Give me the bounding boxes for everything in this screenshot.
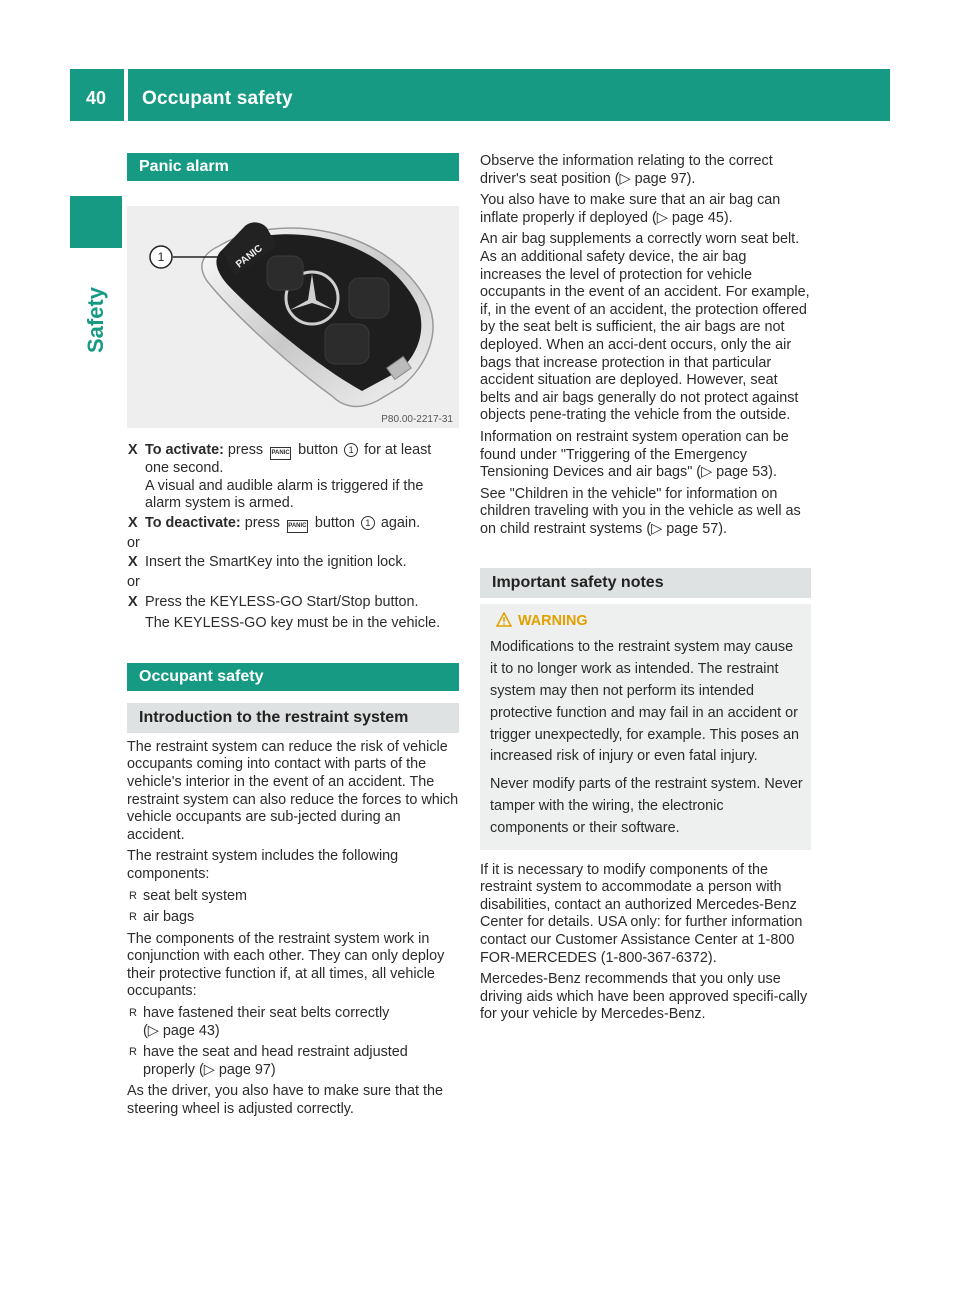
smartkey-illustration	[127, 206, 459, 428]
figure-panic-label: PANIC	[234, 242, 265, 271]
notes-body	[480, 862, 811, 1024]
step-arrow-icon: X	[128, 514, 138, 531]
step-activate-label: To activate:	[145, 442, 224, 458]
step-arrow-icon: X	[128, 442, 138, 458]
panic-button-icon: PANIC	[270, 447, 291, 460]
step-deactivate	[127, 515, 459, 533]
step-text: press	[240, 514, 284, 531]
warning-box	[480, 604, 811, 849]
intro-paragraph: As the driver, you also have to make sure that the steering wheel is adjusted correctly.	[127, 1083, 443, 1118]
intro-heading: Introduction to the restraint system	[127, 703, 459, 733]
bullet-icon: R	[129, 1046, 137, 1059]
intro-body	[127, 739, 459, 1119]
bullet-icon: R	[129, 1007, 137, 1020]
figure-callout: 1	[157, 250, 165, 264]
page-number: 40	[86, 88, 107, 108]
warning-label: WARNING	[518, 613, 588, 630]
intro-paragraph: The components of the restraint system work in conjunction with each other. They can only deploy their protective function if, at all times, all vehicle occupants:	[127, 930, 445, 1000]
step-arrow-icon: X	[128, 593, 138, 610]
page-reference: (▷ page 43)	[143, 1022, 220, 1039]
list-item-text: seat belt system	[143, 887, 247, 904]
warning-triangle-icon	[496, 612, 512, 627]
list-item	[127, 888, 459, 906]
body-paragraph: You also have to make sure that an air bag can inflate properly if deployed (▷ page 45).	[480, 192, 781, 226]
list-item-text: air bags	[143, 909, 195, 926]
step-activate	[127, 442, 459, 513]
step-activate-note: A visual and audible alarm is triggered if the alarm system is armed.	[145, 477, 424, 512]
occupant-safety-heading: Occupant safety	[127, 663, 459, 691]
step-text: press	[223, 442, 268, 458]
safety-notes-heading: Important safety notes	[480, 568, 811, 598]
intro-paragraph: The restraint system can reduce the risk of vehicle occupants coming into contact with parts of the vehicle's interior in the event of an accident. The restraint system can also reduce the forces to which vehicle occupants are sub-jected during an accident.	[127, 738, 459, 843]
side-label: Safety	[83, 286, 108, 354]
step-text: button	[310, 514, 359, 531]
list-item	[127, 909, 459, 927]
or-text: or	[127, 573, 140, 590]
list-item	[127, 1044, 459, 1079]
figure-caption: P80.00-2217-31	[381, 414, 453, 425]
warning-header	[490, 612, 803, 629]
left-column	[127, 153, 459, 1123]
or-text: or	[127, 534, 140, 551]
bullet-icon: R	[129, 911, 137, 924]
body-paragraph: Information on restraint system operation can be found under "Triggering of the Emergency Tensioning Devices and air bags" (▷ page 53).	[480, 428, 789, 481]
panic-alarm-heading: Panic alarm	[127, 153, 459, 181]
warning-paragraph: Modifications to the restraint system may cause it to no longer work as intended. The restraint system may then not perform its intended protective function and may fail in an accident or trigger unexpectedly, for example. This poses an increased risk of injury or even fatal injury.	[490, 639, 800, 765]
intro-paragraph: The restraint system includes the following components:	[127, 848, 399, 882]
panic-button-icon: PANIC	[287, 520, 308, 533]
step-deactivate-label: To deactivate:	[145, 514, 241, 531]
step-insert-key	[127, 554, 459, 572]
smartkey-figure	[127, 206, 459, 428]
body-paragraph: If it is necessary to modify components of the restraint system to accommodate a person with disabilities, contact an authorized Mercedes-Benz Center for details. USA only: for further information contact our Customer Assistance Center at 1-800 FOR-MERCEDES (1-800-367-6372).	[480, 861, 803, 966]
list-item	[127, 1005, 459, 1040]
bullet-icon: R	[129, 889, 137, 902]
panic-steps	[127, 442, 459, 633]
step-keyless-go	[127, 594, 459, 612]
callout-1-icon: 1	[361, 516, 375, 530]
body-paragraph: An air bag supplements a correctly worn seat belt. As an additional safety device, the air bag increases the level of protection for vehicle occupants in the event of an accident. For example, if, in the event of an accident, the protection offered by the seat belt is sufficient, the air bags are not deployed. When an acci-dent occurs, only the air bags that increase protection in that particular accident situation are deployed. However, seat belts and air bags generally do not protect against objects pene-trating the vehicle from the outside.	[480, 231, 810, 424]
list-item-text: have the seat and head restraint adjusted properly (▷ page 97)	[143, 1044, 408, 1078]
step-text: again.	[376, 514, 421, 531]
right-column	[480, 153, 811, 1028]
side-tab	[70, 196, 122, 248]
list-item-text: have fastened their seat belts correctly	[143, 1005, 390, 1022]
body-paragraph: Mercedes-Benz recommends that you only use driving aids which have been approved specifi-cally for your vehicle by Mercedes-Benz.	[480, 971, 808, 1023]
step-text: for at least one second.	[145, 442, 432, 476]
warning-paragraph: Never modify parts of the restraint system. Never tamper with the wiring, the electronic components or their software.	[490, 776, 803, 836]
step-keyless-go-text: Press the KEYLESS-GO Start/Stop button.	[145, 593, 419, 610]
body-paragraph: See "Children in the vehicle" for information on children traveling with you in the vehicle as well as on child restraint systems (▷ page 57).	[480, 485, 801, 537]
step-text: button	[294, 442, 343, 458]
step-arrow-icon: X	[128, 554, 138, 571]
step-insert-key-text: Insert the SmartKey into the ignition lock.	[145, 554, 407, 571]
callout-1-icon: 1	[344, 443, 358, 457]
header-divider	[124, 69, 128, 121]
page-title: Occupant safety	[142, 88, 293, 109]
body-paragraph: Observe the information relating to the correct driver's seat position (▷ page 97).	[480, 153, 773, 187]
step-keyless-go-note: The KEYLESS-GO key must be in the vehicle.	[145, 615, 441, 632]
